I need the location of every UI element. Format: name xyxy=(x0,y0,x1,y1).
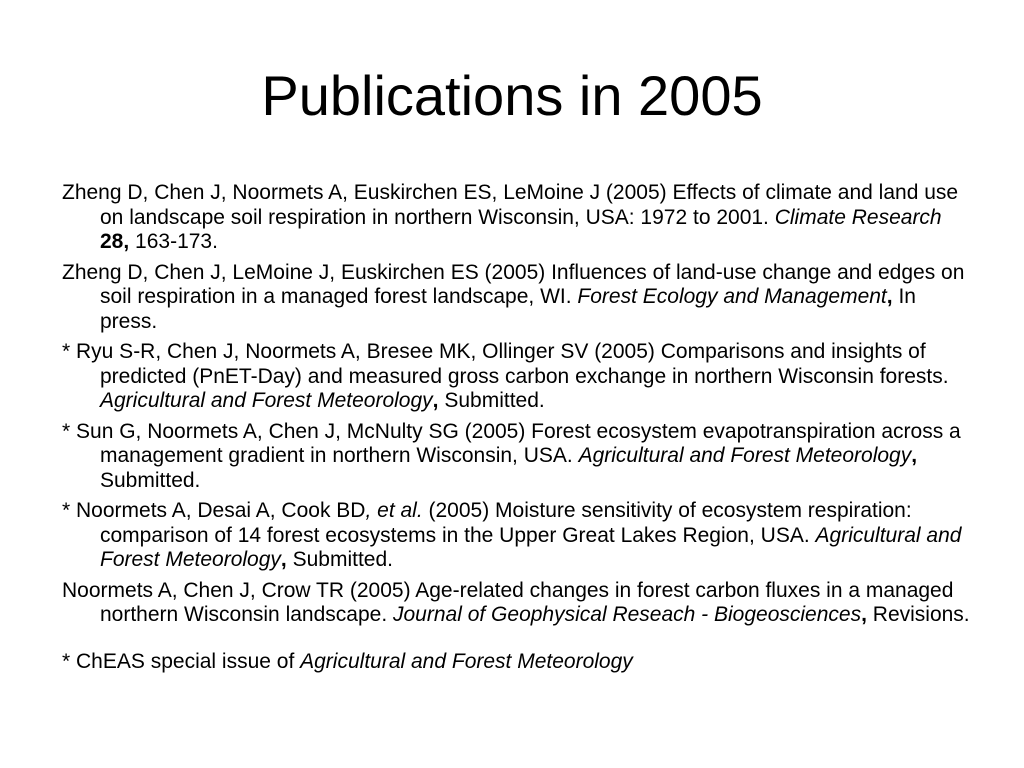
publication-item xyxy=(62,261,972,335)
note-text: * ChEAS special issue of xyxy=(62,649,301,673)
separator-comma: , xyxy=(861,603,867,626)
publication-status: Revisions. xyxy=(866,603,970,626)
separator-comma: , xyxy=(911,444,918,467)
publication-status: Submitted. xyxy=(286,548,393,571)
journal-name: Agricultural and Forest Meteorology xyxy=(100,523,962,571)
publication-status: Submitted. xyxy=(100,468,201,492)
note-journal-name: Agricultural and Forest Meteorology xyxy=(300,649,633,673)
citation-text: * Noormets A, Desai A, Cook BD xyxy=(62,499,366,522)
publication-status: Submitted. xyxy=(438,389,545,412)
separator-comma: , xyxy=(432,389,439,412)
publication-item xyxy=(62,579,972,628)
publication-item xyxy=(62,181,972,255)
citation-text: * Sun G, Noormets A, Chen J, McNulty SG (2005) Forest ecosystem evapotranspiration across a management gradient in northern Wisconsin, USA. xyxy=(62,419,961,467)
journal-name: Climate Research xyxy=(774,205,942,229)
special-issue-note xyxy=(62,650,972,675)
publication-item xyxy=(62,499,972,573)
publication-item xyxy=(62,340,972,414)
volume-number: 28, xyxy=(100,230,130,253)
citation-text-continued: (2005) Moisture sensitivity of ecosystem respiration: comparison of 14 forest ecosystems in the Upper Great Lakes Region, USA. xyxy=(100,499,912,547)
publication-list xyxy=(62,181,972,674)
publication-item xyxy=(62,420,972,494)
et-al-text: , et al. xyxy=(365,499,423,522)
journal-name: Forest Ecology and Management xyxy=(577,285,887,308)
slide-title: Publications in 2005 xyxy=(261,64,763,127)
journal-name: Agricultural and Forest Meteorology xyxy=(100,389,433,412)
page-range: 163-173. xyxy=(129,230,218,253)
citation-text: Zheng D, Chen J, Noormets A, Euskirchen ES, LeMoine J (2005) Effects of climate and land use on landscape soil respiration in northern Wisconsin, USA: 1972 to 2001. xyxy=(62,181,959,229)
journal-name: Journal of Geophysical Reseach - Biogeosciences xyxy=(393,603,862,626)
publication-status: In press. xyxy=(100,285,916,333)
separator-comma: , xyxy=(280,548,287,571)
journal-name: Agricultural and Forest Meteorology xyxy=(578,444,912,467)
separator-comma: , xyxy=(886,285,893,308)
citation-text: Zheng D, Chen J, LeMoine J, Euskirchen ES (2005) Influences of land-use change and edges on soil respiration in a managed forest landscape, WI. xyxy=(62,260,965,308)
citation-text: Noormets A, Chen J, Crow TR (2005) Age-related changes in forest carbon fluxes in a managed northern Wisconsin landscape. xyxy=(62,578,954,626)
citation-text: * Ryu S-R, Chen J, Noormets A, Bresee MK, Ollinger SV (2005) Comparisons and insights of predicted (PnET-Day) and measured gross carbon exchange in northern Wisconsin forests. xyxy=(62,340,949,388)
